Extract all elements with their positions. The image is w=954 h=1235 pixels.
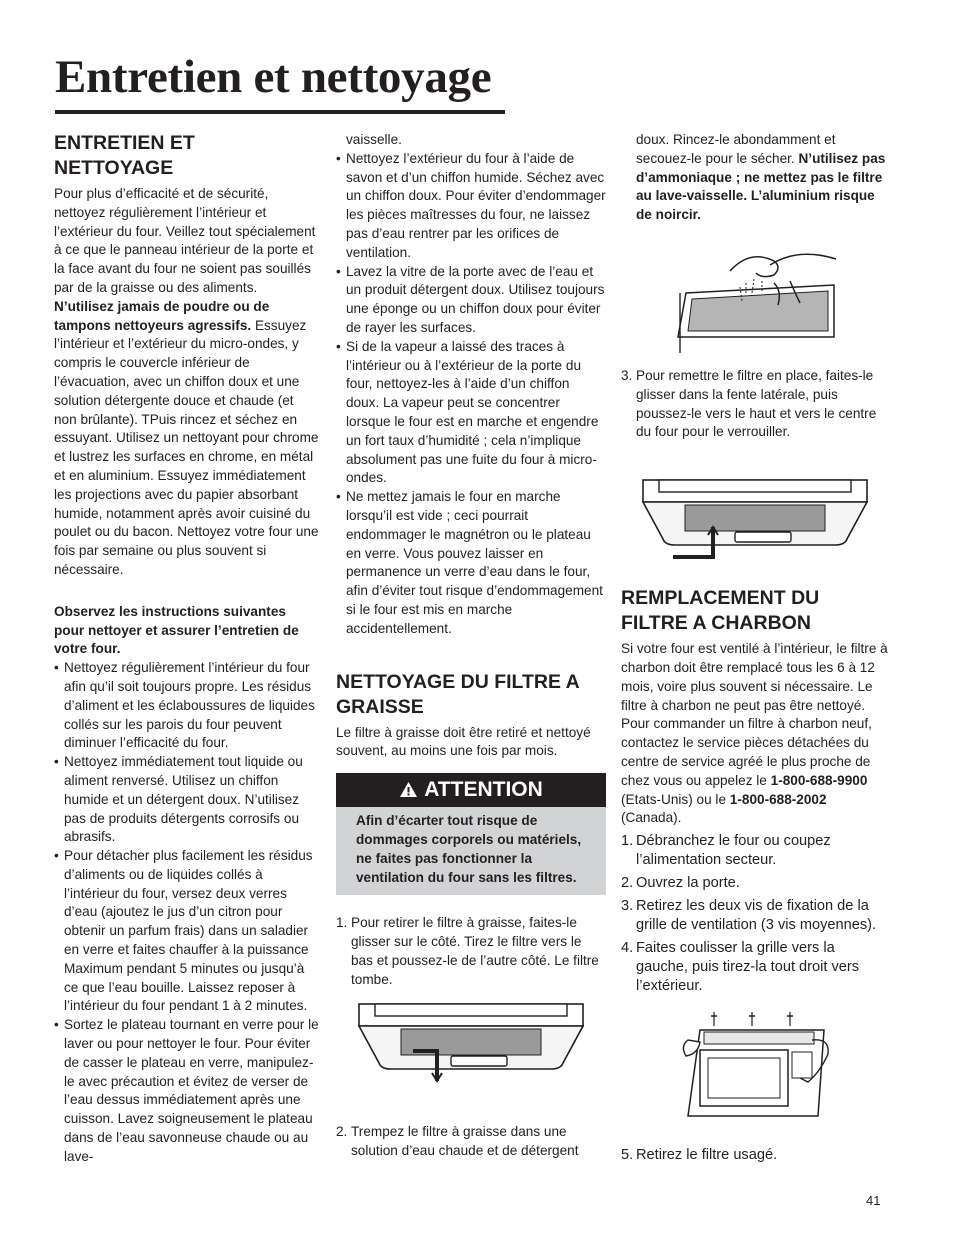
step-text: Retirez le filtre usagé. [636, 1147, 778, 1164]
step-item [336, 1123, 606, 1161]
attention-text: Afin d’écarter tout risque de dommages corporels ou matériels, ne faites pas fonctionner la ventilation du four sans les filtres. [356, 813, 582, 885]
list-item: • Sortez le plateau tournant en verre pour le laver ou pour nettoyer le four. Pour éviter de casser le plateau en verre, manipulez-le avec précaution et évitez de verser de l’eau dessus immédiatement après une cuisson. Lavez soigneusement le plateau dans de l’eau savonneuse chaude ou au lave- [54, 1016, 319, 1166]
step-text: Débranchez le four ou coupez l’alimentation secteur. [636, 833, 831, 869]
step-number: 3. [621, 367, 633, 383]
list-item: • Ne mettez jamais le four en marche lorsqu’il est vide ; ceci pourrait endommager le magnétron ou le plateau en verre. Vous pouvez laisser en permanence un verre d’eau dans le four, afin d’éviter tout risque d’endommagement si le four est mis en marche accidentellement. [336, 488, 606, 638]
step-item: 4. Faites coulisser la grille vers la gauche, puis tirez-la tout droit vers l’extérieur. [621, 940, 860, 995]
column-left [54, 131, 319, 1167]
grease-steps [336, 914, 606, 989]
step-item: 1. Débranchez le four ou coupez l’alimentation secteur. [621, 833, 831, 869]
heading-charcoal-filter: REMPLACEMENT DU FILTRE A CHARBON [621, 587, 820, 635]
list-item: • Pour détacher plus facilement les résidus d’aliments ou de liquides collés à l’intérieur du four, versez deux verres d’eau (ajoutez le jus d’un citron pour obtenir un parfum frais) dans un saladier en verre et faites chauffer à la puissance Maximum pendant 5 minutes ou jusqu’à ce que l’eau bouille. Laissez reposer à l’intérieur du four pendant 1 à 2 minutes. [54, 847, 319, 1016]
intro-warning: N’utilisez jamais de poudre ou de tampons nettoyeurs agressifs. [54, 298, 270, 333]
phone-canada: 1-800-688-2002 [729, 791, 827, 807]
step-text: Trempez le filtre à graisse dans une solution d’eau chaude et de détergent [351, 1124, 579, 1159]
intro-text-a: Pour plus d’efficacité et de sécurité, nettoyez régulièrement l’intérieur et l’extérieur du four. Veillez tout spécialement à ce que le panneau intérieur de la porte et la face avant du four ne soient pas souillés par de la graisse ou des aliments. [54, 186, 316, 295]
warning-triangle-icon [399, 781, 418, 798]
list-item: • Nettoyez régulièrement l’intérieur du four afin qu’il soit toujours propre. Les résidus d’aliment et les éclaboussures de liquides collés sur les parois du four peuvent diminuer l’efficacité du four. [54, 659, 319, 753]
phone-us: 1-800-688-9900 [770, 772, 868, 788]
step-number: 2. [336, 1124, 348, 1140]
charcoal-steps [621, 832, 889, 996]
step-text: Faites coulisser la grille vers la gauche, puis tirez-la tout droit vers l’extérieur. [636, 940, 860, 995]
grease-steps-2 [336, 1123, 606, 1161]
step-item: 3. Retirez les deux vis de fixation de la grille de ventilation (3 vis moyennes). [621, 898, 877, 934]
charcoal-intro: Si votre four est ventilé à l’intérieur, le filtre à charbon doit être remplacé tous les 6 à 12 mois, voire plus souvent si nécessaire. Le filtre à charbon ne peut pas être nettoyé. Pour commander un filtre à charbon neuf, contactez le service pièces détachées du centre de service agréé le plus proche de chez vous ou appelez le 1-800-688-9900 (Etats-Unis) ou le 1-800-688-2002 (Canada). [621, 641, 888, 826]
column-middle [336, 131, 606, 1161]
intro-text-b: Essuyez l’intérieur et l’extérieur du micro-ondes, y compris le couvercle inférieur de l’évacuation, avec un chiffon doux et une solution détergente douce et chaude (et non brûlante). TPuis rincez et séchez en essuyant. Utilisez un nettoyant pour chrome et lustrez les surfaces en chrome, en métal et en aluminium. Essuyez immédiatement les projections avec du papier absorbant humide, notamment après avoir cuisiné du poulet ou du bacon. Nettoyez votre four une fois par semaine ou plus souvent si nécessaire. [54, 317, 319, 577]
attention-header [336, 773, 606, 807]
step-text: Pour remettre le filtre en place, faites-le glisser dans la fente latérale, puis poussez-le vers le haut et vers le centre du four pour le verrouiller. [636, 367, 877, 440]
list-item: • Nettoyez l’extérieur du four à l’aide de savon et d’un chiffon humide. Séchez avec un chiffon doux. Pour éviter d’endommager les pièces maîtresses du four, ne laissez pas d’eau rentrer par les orifices de ventilation. [336, 150, 606, 263]
list-item: • Nettoyez immédiatement tout liquide ou aliment renversé. Utilisez un chiffon humide et un détergent doux. N’utilisez pas de produits détergents corrosifs ou abrasifs. [54, 753, 319, 847]
list-item: • Si de la vapeur a laissé des traces à l’intérieur ou à l’extérieur de la porte du four, nettoyez-les à l’aide d’un chiffon doux. La vapeur peut se concentrer lorsque le four est en marche et engendre un fort taux d’humidité ; cela n’implique absolument pas une fuite du four à micro-ondes. [336, 338, 606, 488]
grease-steps-3 [621, 367, 889, 442]
column-right [621, 131, 889, 1165]
step2-continuation: doux. Rincez-le abondamment et secouez-le pour le sécher. N’utilisez pas d’ammoniaque ; ne mettez pas le filtre au lave-vaisselle. L’aluminium risque de noircir. [636, 132, 886, 223]
step-item [621, 367, 889, 442]
figure-rinse-filter [670, 235, 840, 353]
list-item: • Lavez la vitre de la porte avec de l’eau et un produit détergent doux. Utilisez toujours une éponge ou un chiffon doux pour éviter de rayer les surfaces. [336, 263, 606, 338]
care-list [54, 659, 319, 1167]
figure-reinstall-grease-filter [635, 477, 875, 559]
step-text: Pour retirer le filtre à graisse, faites-le glisser sur le côté. Tirez le filtre vers le bas et poussez-le de l’autre côté. Le filtre tombe. [351, 915, 599, 987]
charcoal-steps-2 [621, 1146, 889, 1165]
page-number: 41 [866, 1193, 881, 1208]
attention-label: ATTENTION [424, 778, 543, 802]
figure-remove-vent-grille [680, 1006, 830, 1134]
intro-paragraph [54, 185, 319, 580]
grease-filter-intro: Le filtre à graisse doit être retiré et nettoyé souvent, au moins une fois par mois. [336, 724, 591, 759]
step-number: 1. [336, 915, 348, 931]
care-list-continued [336, 150, 606, 639]
title-rule [55, 110, 505, 114]
attention-box [336, 773, 606, 895]
step-text: Ouvrez la porte. [636, 875, 740, 892]
no-dishwasher-warning: N’utilisez pas d’ammoniaque ; ne mettez pas le filtre au lave-vaisselle. L’aluminium risque de noircir. [636, 150, 886, 223]
observe-note: Observez les instructions suivantes pour nettoyer et assurer l’entretien de votre four. [54, 603, 299, 657]
heading-entretien: ENTRETIEN ET NETTOYAGE [54, 132, 195, 179]
figure-remove-grease-filter [351, 1001, 591, 1083]
step-item: 2. Ouvrez la porte. [621, 875, 740, 892]
bullet-continuation: vaisselle. [346, 132, 402, 147]
step-item: 5. Retirez le filtre usagé. [621, 1147, 778, 1164]
heading-grease-filter: NETTOYAGE DU FILTRE A GRAISSE [336, 670, 580, 718]
step-item [336, 914, 606, 989]
step-text: Retirez les deux vis de fixation de la grille de ventilation (3 vis moyennes). [636, 898, 877, 934]
page-title: Entretien et nettoyage [55, 51, 492, 103]
